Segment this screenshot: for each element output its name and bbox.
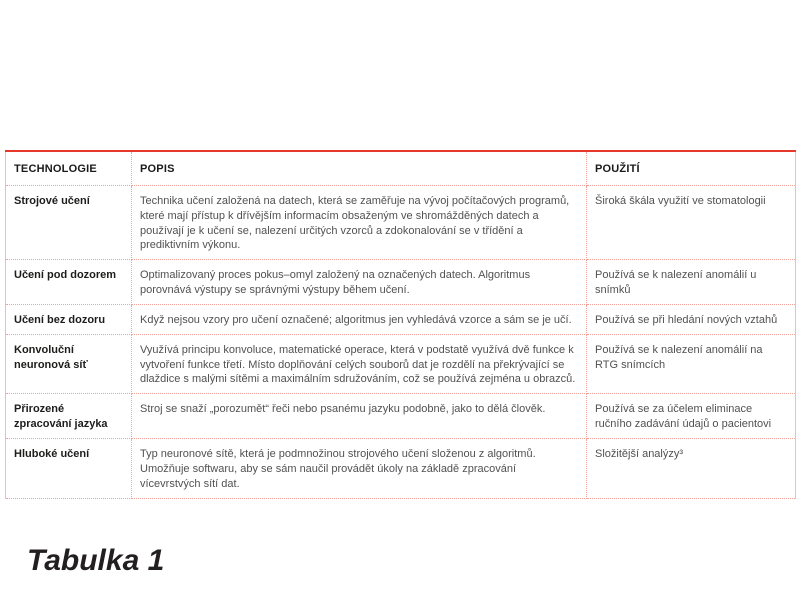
table-row xyxy=(6,185,796,259)
technology-description: Využívá principu konvoluce, matematické operace, která v podstatě využívá dvě funkce k vytvoření funkce třetí. Místo doplňování celých souborů dat je rozdělí na překrývající se dlaždice s malými sítěmi a maximálním sdružováním, což se používá zejména u obrazců. xyxy=(132,334,587,394)
table-row xyxy=(6,304,796,334)
table-row xyxy=(6,334,796,394)
technology-usage: Používá se za účelem eliminace ručního zadávání údajů o pacientovi xyxy=(587,394,796,439)
table-row xyxy=(6,394,796,439)
table-row xyxy=(6,260,796,305)
technology-description: Když nejsou vzory pro učení označené; algoritmus jen vyhledává vzorce a sám se je učí. xyxy=(132,304,587,334)
technology-name: Učení pod dozorem xyxy=(6,260,132,305)
technology-usage: Složitější analýzy³ xyxy=(587,438,796,498)
technology-description: Typ neuronové sítě, která je podmnožinou strojového učení složenou z algoritmů. Umožňuje softwaru, aby se sám naučil provádět úkoly na základě zpracování vícevrstvých sítí dat. xyxy=(132,438,587,498)
column-header-pouziti: POUŽITÍ xyxy=(587,151,796,185)
technology-usage: Používá se k nalezení anomálií na RTG snímcích xyxy=(587,334,796,394)
technology-usage: Používá se při hledání nových vztahů xyxy=(587,304,796,334)
technology-usage: Používá se k nalezení anomálií u snímků xyxy=(587,260,796,305)
technology-usage: Široká škála využití ve stomatologii xyxy=(587,185,796,259)
technology-description: Stroj se snaží „porozumět“ řeči nebo psanému jazyku podobně, jako to dělá člověk. xyxy=(132,394,587,439)
technology-name: Konvoluční neuronová síť xyxy=(6,334,132,394)
column-header-popis: POPIS xyxy=(132,151,587,185)
technology-name: Hluboké učení xyxy=(6,438,132,498)
table-caption: Tabulka 1 xyxy=(27,544,165,577)
column-header-technologie: TECHNOLOGIE xyxy=(6,151,132,185)
technology-description: Technika učení založená na datech, která se zaměřuje na vývoj počítačových programů, které mají přístup k dřívějším informacím obsaženým ve shromážděných datech a používají je k učení se, nalezení určitých vzorců a zdokonalování se v třídění a prediktivním výkonu. xyxy=(132,185,587,259)
technology-name: Přirozené zpracování jazyka xyxy=(6,394,132,439)
technology-table xyxy=(5,150,796,499)
technology-description: Optimalizovaný proces pokus–omyl založený na označených datech. Algoritmus porovnává výstupy se správnými výstupy během učení. xyxy=(132,260,587,305)
technology-name: Učení bez dozoru xyxy=(6,304,132,334)
technology-name: Strojové učení xyxy=(6,185,132,259)
table-row xyxy=(6,438,796,498)
table-header-row xyxy=(6,151,796,185)
